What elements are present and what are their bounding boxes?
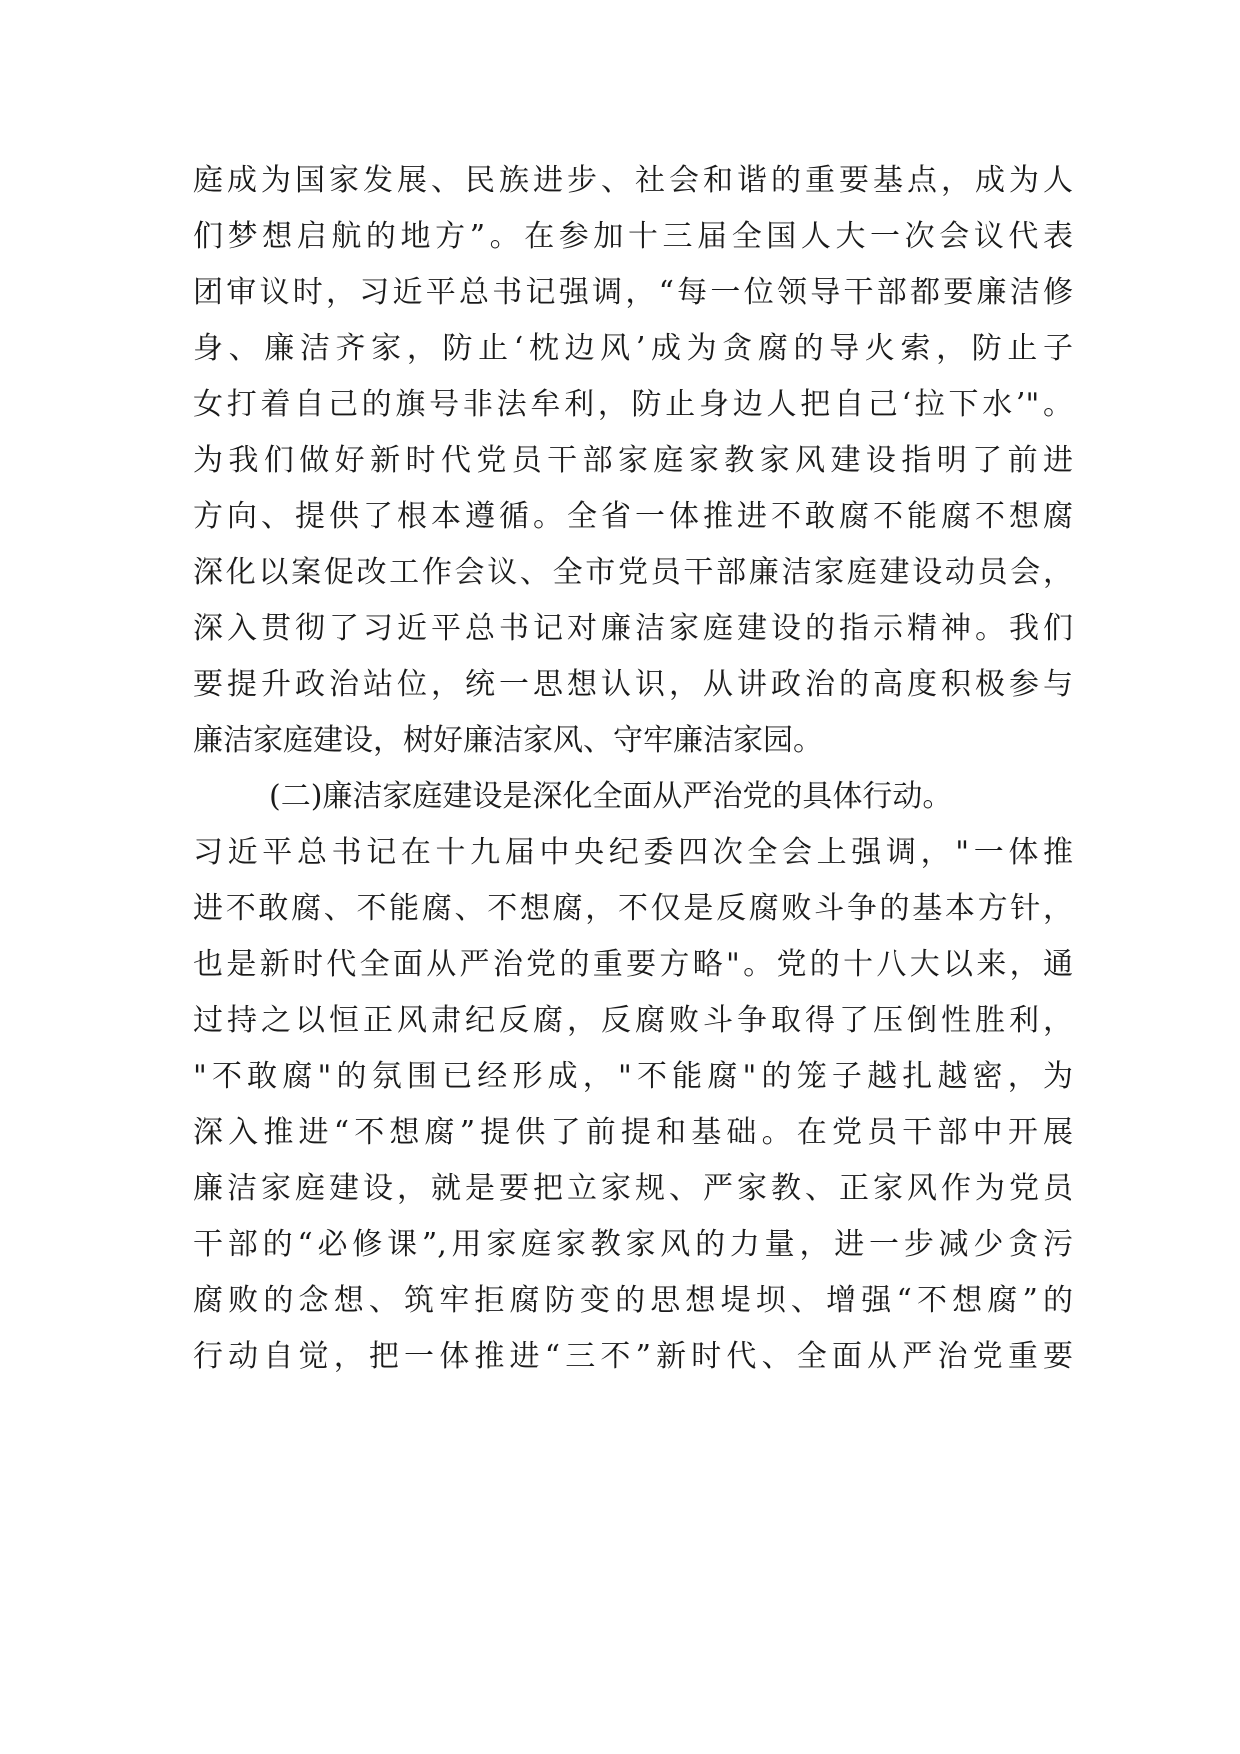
text-line: 深入贯彻了习近平总书记对廉洁家庭建设的指示精神。我们 — [193, 611, 1073, 646]
text-line: 廉洁家庭建设，树好廉洁家风、守牢廉洁家园。 — [193, 723, 823, 758]
text-line: 庭成为国家发展、民族进步、社会和谐的重要基点，成为人 — [193, 163, 1073, 198]
text-line: 为我们做好新时代党员干部家庭家教家风建设指明了前进 — [193, 443, 1073, 478]
text-line: "不敢腐"的氛围已经形成，"不能腐"的笼子越扎越密，为 — [193, 1059, 1073, 1094]
text-line: 干部的“必修课”,用家庭家教家风的力量，进一步减少贪污 — [193, 1227, 1073, 1262]
text-line: 过持之以恒正风肃纪反腐，反腐败斗争取得了压倒性胜利， — [193, 1003, 1073, 1038]
body-text — [193, 153, 1073, 1385]
text-line: 深化以案促改工作会议、全市党员干部廉洁家庭建设动员会， — [193, 555, 1073, 590]
text-line: 团审议时，习近平总书记强调，“每一位领导干部都要廉洁修 — [193, 275, 1073, 310]
text-line: 进不敢腐、不能腐、不想腐，不仅是反腐败斗争的基本方针， — [193, 891, 1073, 926]
text-line: 腐败的念想、筑牢拒腐防变的思想堤坝、增强“不想腐”的 — [193, 1283, 1073, 1318]
text-line: 们梦想启航的地方”。在参加十三届全国人大一次会议代表 — [193, 219, 1073, 254]
paragraph-2 — [193, 769, 1073, 1385]
text-line: 也是新时代全面从严治党的重要方略"。党的十八大以来，通 — [193, 947, 1073, 982]
text-line: 身、廉洁齐家，防止‘枕边风’成为贪腐的导火索，防止子 — [193, 331, 1073, 366]
text-line: 廉洁家庭建设，就是要把立家规、严家教、正家风作为党员 — [193, 1171, 1073, 1206]
text-line: 女打着自己的旗号非法牟利，防止身边人把自己‘拉下水’"。 — [193, 387, 1073, 422]
text-line: 行动自觉，把一体推进“三不”新时代、全面从严治党重要 — [193, 1339, 1073, 1374]
text-line: 习近平总书记在十九届中央纪委四次全会上强调，"一体推 — [193, 835, 1073, 870]
text-line: 方向、提供了根本遵循。全省一体推进不敢腐不能腐不想腐 — [193, 499, 1073, 534]
text-line: 深入推进“不想腐”提供了前提和基础。在党员干部中开展 — [193, 1115, 1073, 1150]
text-line: 要提升政治站位，统一思想认识，从讲政治的高度积极参与 — [193, 667, 1073, 702]
section-heading-line: (二)廉洁家庭建设是深化全面从严治党的具体行动。 — [269, 779, 953, 814]
paragraph-1 — [193, 153, 1073, 769]
